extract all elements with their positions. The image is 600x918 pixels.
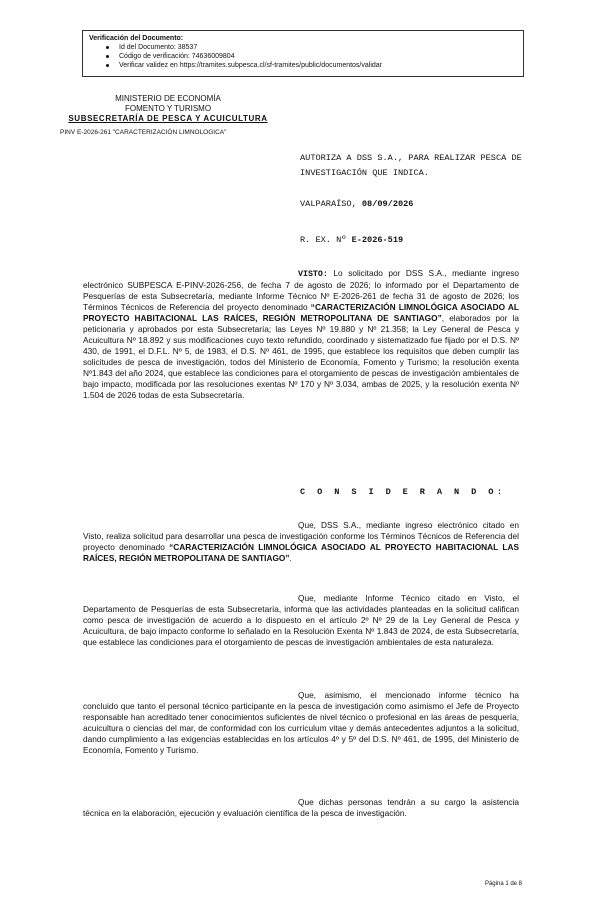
verification-list [89, 43, 517, 70]
visto-text-1: Lo solicitado por DSS S.A., mediante ingreso electrónico SUBPESCA E-PINV-2026-256, de fecha 7 de agosto de 2026; lo informado por el Departamento de Pesquerías de esta Subsecretaría, mediante Informe Técnico Nº E-2026-261 de fecha 31 de agosto de 2026; los Términos Técnicos de Referencia del proyecto denominado [83, 268, 519, 312]
c1-text-2: . [289, 553, 292, 563]
date-place: VALPARAÍSO, [300, 199, 362, 209]
autoriza-heading: AUTORIZA A DSS S.A., PARA REALIZAR PESCA DE INVESTIGACIÓN QUE INDICA. [300, 153, 522, 178]
visto-text-2: , elaborados por la peticionaria y aprobados por esta Subsecretaría; las Leyes Nº 19.880 y Nº 21.358; la Ley General de Pesca y Acuicultura Nº 18.892 y sus modificaciones cuyo texto refundido, coordinado y sistematizado fue fijado por el D.S. Nº 430, de 1991, el D.F.L. Nº 5, de 1983, el D.S. Nº 461, de 1995, que establece los requisitos que deben cumplir las solicitudes de pesca de investigación, todos del Ministerio de Economía, Fomento y Turismo; la resolución exenta Nº1.843 del año 2024, que establece las condiciones para el otorgamiento de pescas de investigación ambientales de bajo impacto, modificada por las resoluciones exentas Nº 170 y Nº 3.034, ambas de 2025, y la resolución exenta Nº 1.504 de 2026 todas de esta Subsecretaría. [83, 313, 519, 400]
ministry-line-2: FOMENTO Y TURISMO [124, 104, 212, 113]
considerando-1 [83, 520, 519, 564]
resolution-number [300, 235, 403, 245]
considerando-title: C O N S I D E R A N D O: [300, 487, 506, 497]
visto-paragraph [83, 268, 519, 401]
date-line [300, 199, 413, 209]
c1-project-name: “CARACTERIZACIÓN LIMNOLÓGICA ASOCIADO AL PROYECTO HABITACIONAL LAS RAÍCES, REGIÓN METROPOLITANA DE SANTIAGO” [83, 542, 519, 563]
ministry-header [40, 94, 296, 124]
c3-text: Que, asimismo, el mencionado informe técnico ha concluido que tanto el personal técnico participante en la pesca de investigación como asimismo el Jefe de Proyecto responsable han acreditado tener conocimientos suficientes de nivel técnico o profesional en las áreas de pesquería, acuicultura o ciencias del mar, de conformidad con los currículum vitae y demás antecedentes adjuntos a la solicitud, dando cumplimiento a las exigencias establecidas en los artículos 4º y 5º del D.S. Nº 461, de 1995, del Ministerio de Economía, Fomento y Turismo. [83, 690, 519, 755]
subsecretaria-title: SUBSECRETARÍA DE PESCA Y ACUICULTURA [68, 114, 268, 123]
verification-title: Verificación del Documento: [89, 35, 184, 42]
c1-text-1: Que, DSS S.A., mediante ingreso electrónico citado en Visto, realiza solicitud para desarrollar una pesca de investigación conforme los Términos Técnicos de Referencia del proyecto denominado [83, 520, 519, 552]
verification-code: Código de verificación: 74636009804 [119, 52, 517, 61]
page-footer: Página 1 de 8 [484, 881, 522, 887]
c4-text: Que dichas personas tendrán a su cargo la asistencia técnica en la elaboración, ejecución y evaluación científica de la pesca de investigación. [83, 797, 519, 818]
visto-project-name: “CARACTERIZACIÓN LIMNOLÓGICA ASOCIADO AL PROYECTO HABITACIONAL LAS RAÍCES, REGIÓN METROPOLITANA DE SANTIAGO” [83, 302, 519, 323]
verification-box [82, 30, 524, 77]
c2-text: Que, mediante Informe Técnico citado en Visto, el Departamento de Pesquerías de esta Subsecretaría, informa que las actividades planteadas en la solicitud califican como pesca de investigación de acuerdo a lo dispuesto en el artículo 2º Nº 29 de la Ley General de Pesca y Acuicultura, de bajo impacto conforme lo señalado en la Resolución Exenta Nº 1.843 de 2024, de esta Subsecretaría, que establece las condiciones para el otorgamiento de pescas de investigación ambientales de esta naturaleza. [83, 593, 519, 647]
visto-label: VISTO: [298, 270, 328, 279]
ministry-line-1: MINISTERIO DE ECONOMÍA [115, 94, 221, 103]
considerando-3 [83, 690, 519, 756]
document-id: Id del Documento: 38537 [119, 43, 517, 52]
resolution-value: E-2026-519 [351, 235, 404, 245]
pinv-reference: PINV E-2026-261 "CARACTERIZACIÓN LIMNOLOGICA" [60, 129, 227, 136]
resolution-prefix: R. EX. Nº [300, 235, 352, 245]
verification-url[interactable]: Verificar validez en https://tramites.subpesca.cl/sf-tramites/public/documentos/validar [119, 61, 517, 70]
considerando-2 [83, 593, 519, 648]
considerando-4 [83, 797, 519, 819]
date-value: 08/09/2026 [361, 199, 414, 209]
